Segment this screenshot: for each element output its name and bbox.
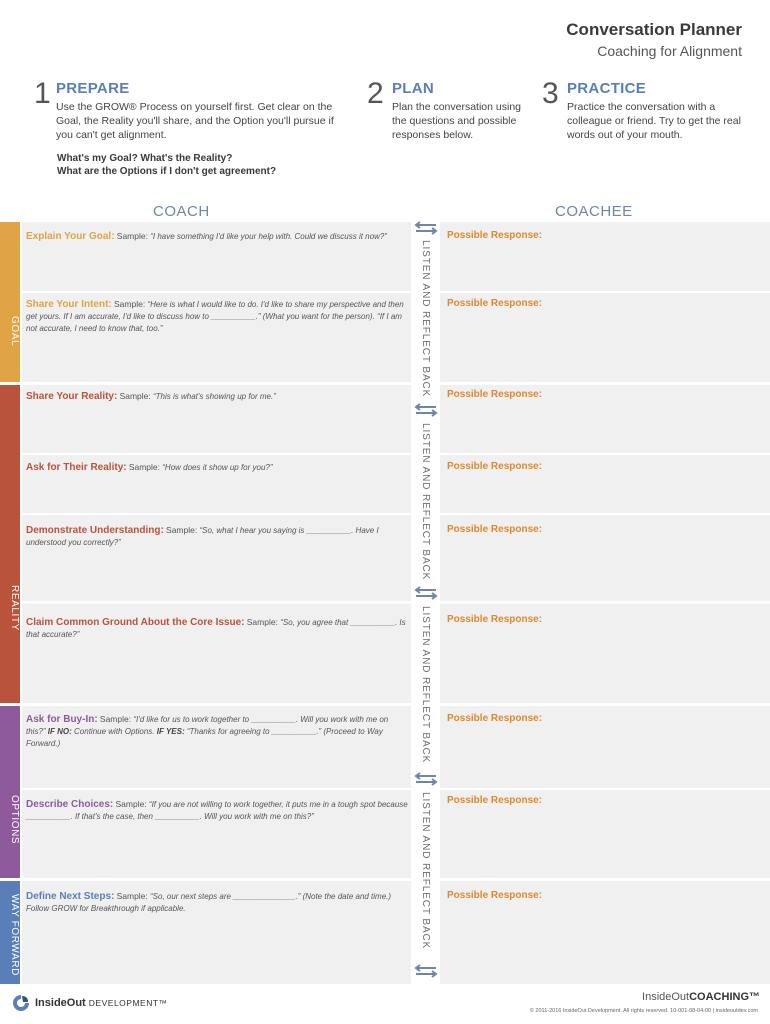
item-label: Describe Choices: <box>26 799 114 810</box>
sample-text: “Here is what I would like to do. I'd like to share my perspective and then get yours. If I am accurate, I'd like to discuss how to __________.” (What you want for the person). “If I am not accurate, I need to know that, too.” <box>26 300 404 333</box>
prepare-prompts <box>57 152 276 178</box>
listen-reflect-label: LISTEN AND REFLECT BACK <box>420 240 431 398</box>
sample-label: Sample: <box>115 799 147 809</box>
sample-label: Sample: <box>99 714 132 724</box>
sample-text: “I have something I'd like your help with. Could we discuss it now?” <box>150 232 387 241</box>
response-label: Possible Response: <box>447 795 543 806</box>
response-label: Possible Response: <box>447 230 543 241</box>
response-label: Possible Response: <box>447 298 543 309</box>
prompt-line: What's my Goal? What's the Reality? <box>57 153 233 164</box>
coach-item-share-intent <box>26 298 410 335</box>
bidirectional-arrow-icon <box>413 586 439 600</box>
section-band-reality <box>0 385 20 703</box>
sample-label: Sample: <box>246 617 278 627</box>
step-heading: PRACTICE <box>567 80 647 97</box>
item-label: Ask for Buy-In: <box>26 714 98 725</box>
sample-text: “I'd like for us to work together to __________. Will you work with me on this?” <box>26 715 389 736</box>
section-band-way-forward <box>0 881 20 984</box>
sample-text: “So, our next steps are ______________.” (Note the date and time.) Follow GROW for Breakthrough if applicable. <box>26 892 392 913</box>
logo-name: InsideOut <box>35 997 86 1009</box>
logo-suffix: DEVELOPMENT™ <box>88 998 168 1008</box>
step-number: 2 <box>367 77 384 110</box>
item-label: Share Your Reality: <box>26 391 118 402</box>
prompt-line: What are the Options if I don't get agreement? <box>57 166 277 177</box>
if-yes-label: IF YES: <box>156 727 185 736</box>
sample-label: Sample: <box>119 391 151 401</box>
logo-mark-icon <box>12 994 30 1012</box>
title-block <box>566 20 742 59</box>
sample-label: Sample: <box>114 299 146 309</box>
listen-reflect-label: LISTEN AND REFLECT BACK <box>420 792 431 950</box>
sample-text: “If you are not willing to work together, it puts me in a tough spot because __________. If that's the case, then __________. Will you work with me on this?” <box>26 800 408 821</box>
item-label: Explain Your Goal: <box>26 231 115 242</box>
coach-item-explain-goal <box>26 230 410 243</box>
bidirectional-arrow-icon <box>413 772 439 786</box>
listen-reflect-label: LISTEN AND REFLECT BACK <box>420 423 431 581</box>
coach-item-ask-reality <box>26 461 410 474</box>
insideout-development-logo <box>12 994 168 1012</box>
page-subtitle: Coaching for Alignment <box>597 43 742 59</box>
section-label: GOAL <box>9 315 20 347</box>
bidirectional-arrow-icon <box>413 964 439 978</box>
response-label: Possible Response: <box>447 524 543 535</box>
coach-item-describe-choices <box>26 798 410 823</box>
coach-item-demonstrate-understanding <box>26 524 410 549</box>
sample-text: “This is what's showing up for me.” <box>152 392 276 401</box>
sample-text: “Thanks for agreeing to __________.” (Proceed to Way Forward.) <box>26 727 383 748</box>
section-band-options <box>0 706 20 878</box>
sample-text: “So, what I hear you saying is __________. Have I understood you correctly?” <box>26 526 379 547</box>
sample-label: Sample: <box>128 462 161 472</box>
sample-text: Continue with Options. <box>74 727 155 736</box>
item-label: Demonstrate Understanding: <box>26 525 164 536</box>
section-label: OPTIONS <box>9 795 20 845</box>
brand-name: InsideOut <box>642 991 690 1003</box>
section-label: WAY FORWARD <box>9 893 20 976</box>
item-label: Define Next Steps: <box>26 891 115 902</box>
response-label: Possible Response: <box>447 890 543 901</box>
response-label: Possible Response: <box>447 713 543 724</box>
sample-label: Sample: <box>116 231 148 241</box>
brand-suffix: COACHING™ <box>689 991 760 1003</box>
page-title: Conversation Planner <box>566 20 742 39</box>
coach-item-buy-in <box>26 713 410 750</box>
if-no-label: IF NO: <box>47 727 72 736</box>
listen-reflect-label: LISTEN AND REFLECT BACK <box>420 606 431 764</box>
item-label: Share Your Intent: <box>26 299 112 310</box>
coach-item-share-reality <box>26 390 410 403</box>
section-band-goal <box>0 222 20 382</box>
copyright-text: © 2011-2016 InsideOut Development. All rights reserved. 10-001-08-04-00 | insideoutdev.com <box>529 1008 758 1014</box>
sample-text: “So, you agree that __________. Is that accurate?” <box>26 618 406 639</box>
sample-text: “How does it show up for you?” <box>162 463 273 472</box>
step-number: 1 <box>34 77 51 110</box>
step-text: Plan the conversation using the questions and possible responses below. <box>392 101 521 141</box>
sample-label: Sample: <box>116 891 148 901</box>
coach-item-common-ground <box>26 616 410 641</box>
coachee-column-heading: COACHEE <box>555 203 633 220</box>
step-heading: PREPARE <box>56 80 130 97</box>
logo-text <box>35 997 168 1009</box>
response-label: Possible Response: <box>447 461 543 472</box>
coach-column-heading: COACH <box>153 203 210 220</box>
step-number: 3 <box>542 77 559 110</box>
item-label: Ask for Their Reality: <box>26 462 127 473</box>
coach-item-next-steps <box>26 890 410 915</box>
item-label: Claim Common Ground About the Core Issue: <box>26 617 245 628</box>
bidirectional-arrow-icon <box>413 221 439 235</box>
step-text: Practice the conversation with a colleague or friend. Try to get the real words out of your mouth. <box>567 101 741 141</box>
response-label: Possible Response: <box>447 389 543 400</box>
response-label: Possible Response: <box>447 614 543 625</box>
step-heading: PLAN <box>392 80 435 97</box>
insideout-coaching-brand <box>642 991 760 1003</box>
step-text: Use the GROW® Process on yourself first. Get clear on the Goal, the Reality you'll share, and the Option you'll pursue if you can't get alignment. <box>56 101 334 141</box>
sample-label: Sample: <box>166 525 198 535</box>
section-label: REALITY <box>9 585 20 631</box>
bidirectional-arrow-icon <box>413 403 439 417</box>
